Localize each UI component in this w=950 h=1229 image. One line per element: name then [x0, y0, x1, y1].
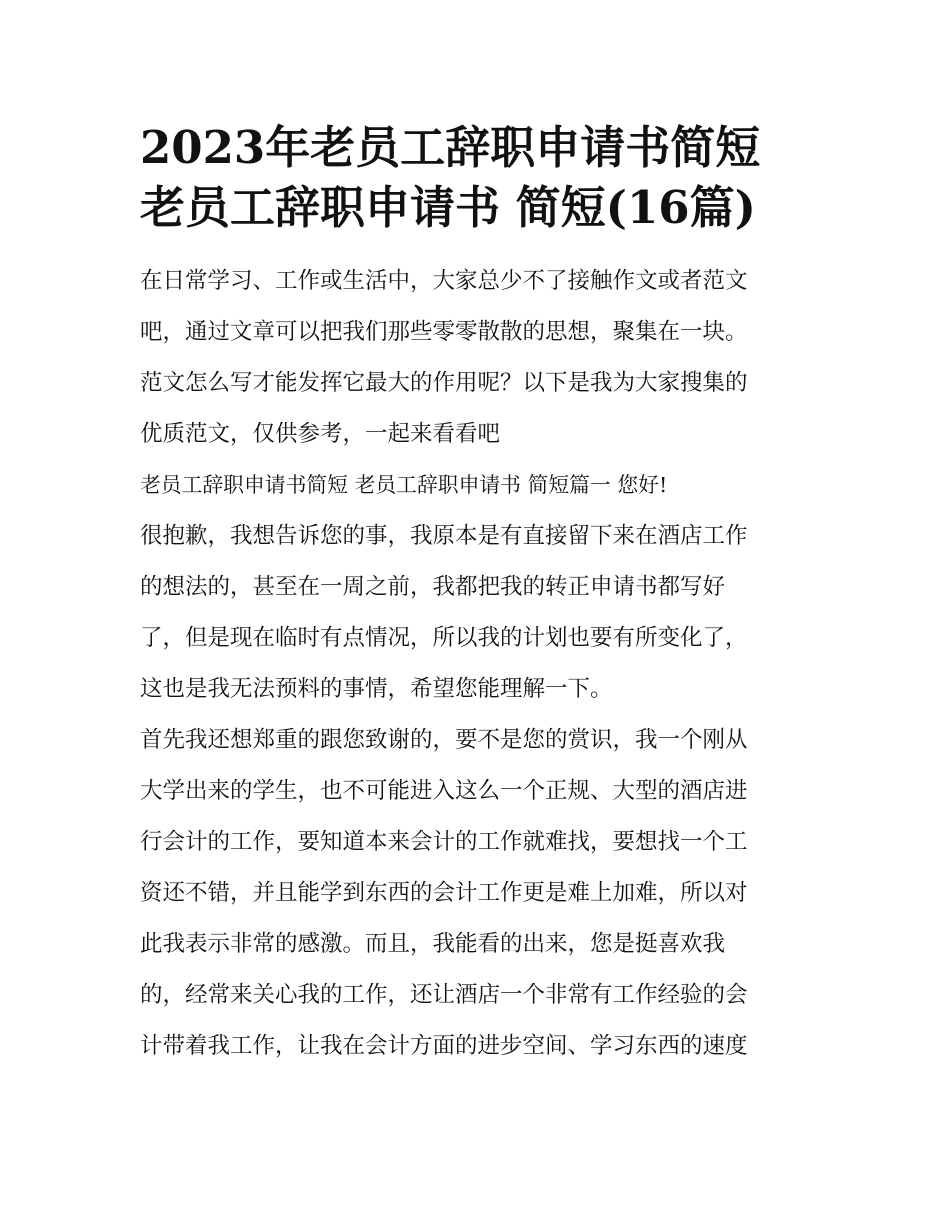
body-line-1: 在日常学习、工作或生活中，大家总少不了接触作文或者范文	[140, 268, 748, 294]
body-line-4: 优质范文，仅供参考，一起来看看吧	[140, 421, 501, 447]
body-line-14: 此我表示非常的感激。而且，我能看的出来，您是挺喜欢我	[140, 931, 726, 957]
body-line-10: 首先我还想郑重的跟您致谢的，要不是您的赏识，我一个刚从	[140, 727, 748, 753]
body-line-3: 范文怎么写才能发挥它最大的作用呢？以下是我为大家搜集的	[140, 370, 748, 396]
body-line-12: 行会计的工作，要知道本来会计的工作就难找，要想找一个工	[140, 829, 748, 855]
title-line-2: 老员工辞职申请书 简短(16篇)	[140, 181, 756, 234]
body-line-6: 很抱歉，我想告诉您的事，我原本是有直接留下来在酒店工作	[140, 523, 748, 549]
body-line-7: 的想法的，甚至在一周之前，我都把我的转正申请书都写好	[140, 574, 726, 600]
body-line-2: 吧，通过文章可以把我们那些零零散散的思想，聚集在一块。	[140, 319, 748, 345]
document-body	[140, 256, 812, 1072]
body-line-9: 这也是我无法预料的事情，希望您能理解一下。	[140, 676, 613, 702]
body-line-13: 资还不错，并且能学到东西的会计工作更是难上加难，所以对	[140, 880, 748, 906]
body-line-15: 的，经常来关心我的工作，还让酒店一个非常有工作经验的会	[140, 982, 748, 1008]
document-page	[140, 118, 812, 1072]
body-line-5: 老员工辞职申请书简短 老员工辞职申请书 简短篇一 您好!	[140, 473, 668, 497]
title-line-1: 2023年老员工辞职申请书简短	[140, 121, 761, 174]
body-line-16: 计带着我工作，让我在会计方面的进步空间、学习东西的速度	[140, 1033, 748, 1059]
body-line-11: 大学出来的学生，也不可能进入这么一个正规、大型的酒店进	[140, 778, 748, 804]
body-line-8: 了，但是现在临时有点情况，所以我的计划也要有所变化了，	[140, 625, 748, 651]
document-title	[140, 118, 812, 238]
